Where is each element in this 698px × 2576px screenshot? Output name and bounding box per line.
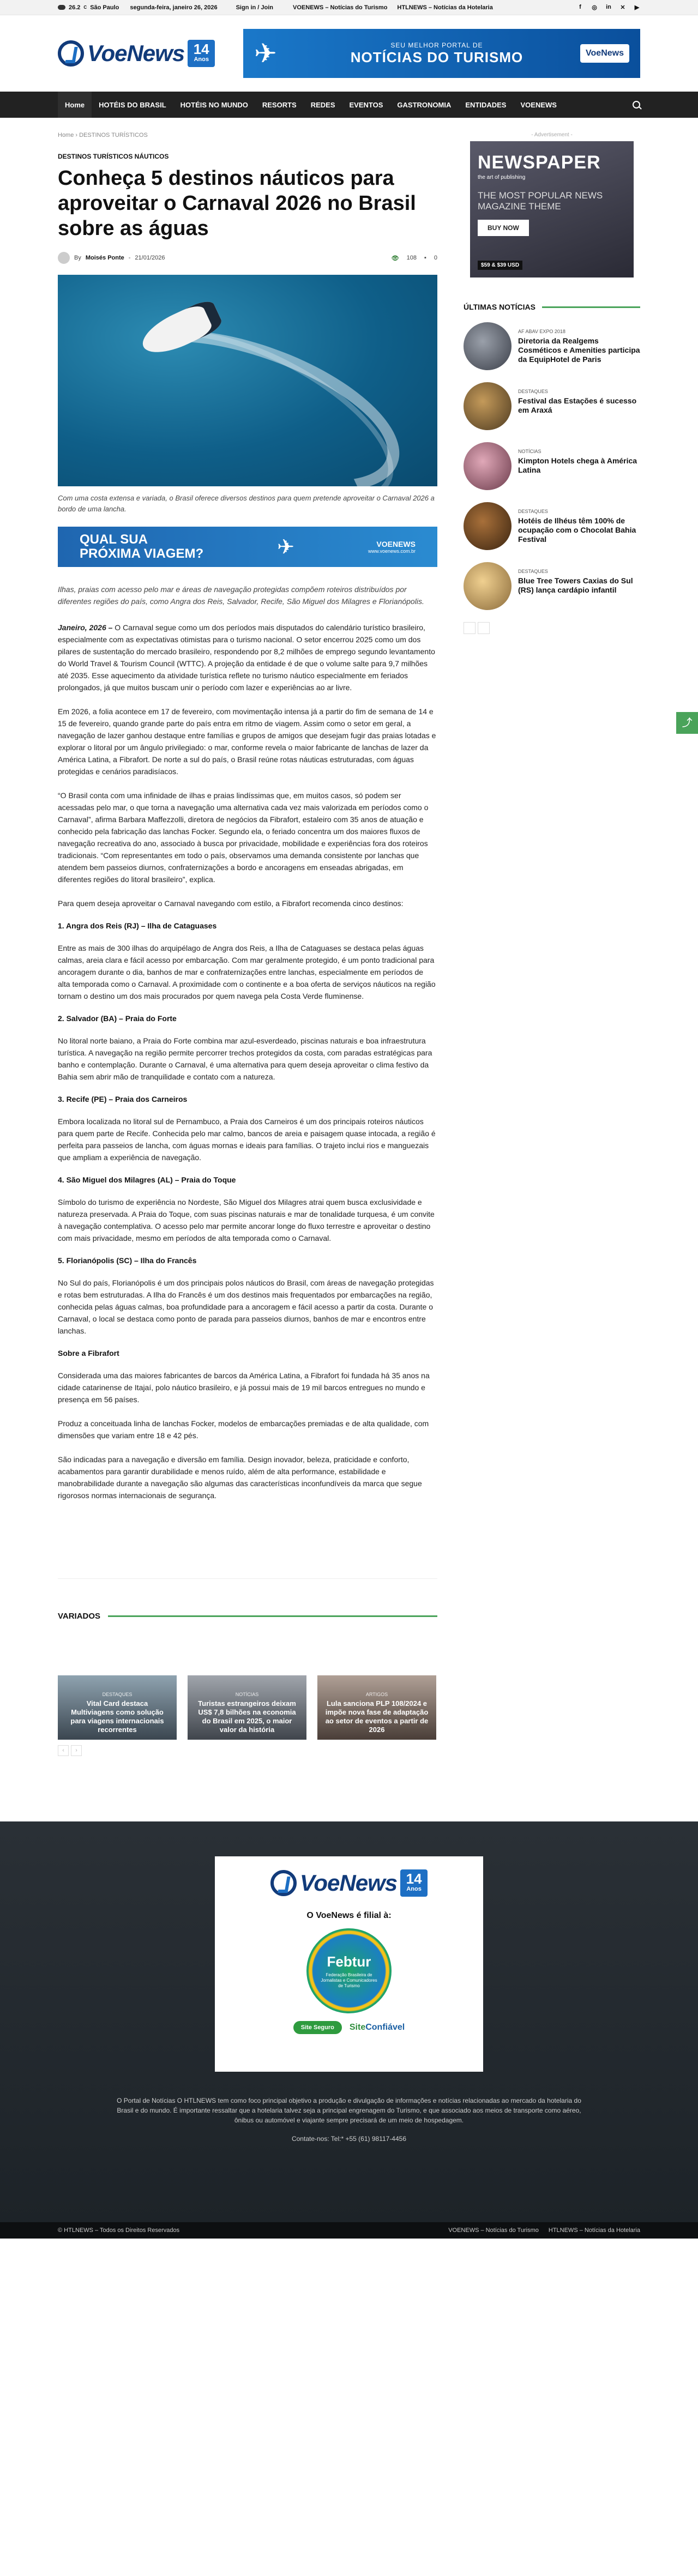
destination-5-text: No Sul do país, Florianópolis é um dos principais polos náuticos do Brasil, com áreas de navegação protegidas e rotas bem estruturadas. A Ilha do Francês é um dos destinos mais frequentados por embarcações na região, conhecida pelas águas calmas, boa profundidade para a ancoragem e fácil acesso a partir da costa. Durante o Carnaval, o local se destaca como ponto de parada para passeios diurnos, banhos de mar e encontros entre lanchas.	[58, 1278, 434, 1335]
article-meta	[58, 252, 437, 264]
inline-ad-line-2: PRÓXIMA VIAGEM?	[80, 546, 204, 561]
airplane-icon: ✈	[277, 535, 294, 559]
paragraph-4: Para quem deseja aproveitar o Carnaval navegando com estilo, a Fibrafort recomenda cinco destinos:	[58, 899, 404, 908]
logo-badge	[188, 40, 215, 67]
destination-4-heading: 4. São Miguel dos Milagres (AL) – Praia do Toque	[58, 1175, 236, 1184]
destination-2-text: No litoral norte baiano, a Praia do Forte combina mar azul-esverdeado, piscinas naturais e boa infraestrutura turística. A navegação na região permite percorrer trechos protegidos da costa, com paradas estratégicas para banho e contemplação. Durante o Carnaval, é uma alternativa para quem deseja aproveitar o clima festivo da Bahia sem abrir mão de tranquilidade e contato com a natureza.	[58, 1036, 432, 1081]
footer-logo-word: VoeNews	[299, 1870, 398, 1896]
signin-link[interactable]: Sign in / Join	[236, 4, 274, 11]
news-title[interactable]: Kimpton Hotels chega à América Latina	[518, 456, 637, 474]
top-links	[293, 4, 493, 11]
current-date: segunda-feira, janeiro 26, 2026	[130, 4, 218, 11]
news-thumbnail[interactable]	[464, 442, 512, 490]
related-card-category: DESTAQUES	[102, 1692, 133, 1697]
news-thumbnail[interactable]	[464, 382, 512, 430]
news-text	[518, 562, 640, 610]
article-date: 21/01/2026	[135, 255, 165, 261]
affiliate-text: O VoeNews é filial à:	[306, 1911, 392, 1920]
share-icon[interactable]: ⤴	[676, 712, 698, 734]
related-card[interactable]	[58, 1675, 177, 1740]
nav-item-gastronomia[interactable]: GASTRONOMIA	[397, 100, 452, 109]
sidebar-ad[interactable]	[470, 141, 634, 277]
inline-ad-brand-url: www.voenews.com.br	[368, 548, 416, 554]
related-card-title: Turistas estrangeiros deixam US$ 7,8 bilhões na economia do Brasil em 2025, o maior valor da história	[198, 1699, 296, 1734]
social-links	[577, 4, 640, 11]
article-body	[58, 622, 437, 1501]
article-main	[58, 132, 437, 1789]
paragraph-2: Em 2026, a folia acontece em 17 de fevereiro, com movimentação intensa já a partir do fim de semana de 14 e 15 de fevereiro, quando grande parte do país entra em ritmo de viagem. Assim como o setor em geral, a navegação de lazer ganhou destaque entre famílias e grupos de amigos que desejam fugir das praias lotadas e explorar o litoral por um ângulo privilegiado: o mar, conforme revela o maior fabricante de lanchas de lazer da América Latina, a Fibrafort. De norte a sul do país, o Brasil reúne rotas náuticas estruturadas, com águas protegidas e cenários paradisíacos.	[58, 707, 436, 776]
author-avatar	[58, 252, 70, 264]
logo-mark-icon	[270, 1870, 297, 1896]
article-dash: -	[128, 255, 131, 261]
news-text	[518, 382, 640, 430]
linkedin-icon[interactable]: in	[606, 4, 611, 10]
news-text	[518, 442, 640, 490]
content-container	[58, 118, 640, 1789]
article-title: Conheça 5 destinos náuticos para aproveitar o Carnaval 2026 no Brasil sobre as águas	[58, 167, 416, 240]
x-icon[interactable]: ✕	[620, 4, 625, 11]
destination-1-heading: 1. Angra dos Reis (RJ) – Ilha de Cataguases	[58, 921, 217, 930]
about-text-1: Considerada uma das maiores fabricantes de barcos da América Latina, a Fibrafort foi fundada há 35 anos na cidade catarinense de Itajaí, polo náutico brasileiro, e já possui mais de 19 mil barcos entregues no mundo e presença em 56 países.	[58, 1371, 430, 1404]
nav-item-voenews[interactable]: VOENEWS	[520, 100, 557, 109]
sidebar	[464, 132, 640, 1789]
inline-ad-brand	[368, 540, 416, 554]
cloud-icon	[58, 5, 65, 10]
sidebar-ad-title: NEWSPAPER	[478, 152, 601, 173]
footer-logo[interactable]	[215, 1869, 483, 1897]
hero-image	[58, 275, 437, 486]
list-item[interactable]	[464, 382, 640, 430]
inline-ad-question	[80, 533, 203, 561]
view-count: 108	[406, 255, 417, 261]
chevron-right-icon[interactable]	[478, 622, 490, 634]
news-text	[518, 502, 640, 550]
top-link-htlnews[interactable]: HTLNEWS – Notícias da Hotelaria	[397, 4, 493, 11]
eye-icon: 👁	[391, 255, 399, 262]
related-heading-label: VARIADOS	[58, 1612, 101, 1621]
news-category[interactable]: DESTAQUES	[518, 569, 548, 574]
related-card-category: ARTIGOS	[365, 1692, 388, 1697]
related-card[interactable]	[317, 1675, 436, 1740]
related-card-title: Lula sanciona PLP 108/2024 e impõe nova fase de adaptação ao setor de eventos a partir de 2026	[325, 1699, 429, 1734]
news-title[interactable]: Festival das Estações é sucesso em Araxá	[518, 396, 637, 414]
paragraph-3: “O Brasil conta com uma infinidade de ilhas e praias lindíssimas que, em muitos casos, só podem ser acessadas pelo mar, o que torna a navegação uma alternativa cada vez mais valorizada em períodos como o Carnaval”, afirma Barbara Maffezzolli, diretora de negócios da Fibrafort, estaleiro com 35 anos de atuação e conhecido pela fabricação das lanchas Focker. Segundo ela, o feriado concentra um dos maiores fluxos de navegação recreativa do ano, associado à busca por privacidade, mobilidade e experiências fora dos roteiros tradicionais. “Com representantes em todo o país, observamos uma demanda consistente por lanchas que atendem bem passeios diurnos, confraternizações a bordo e ancoragens em enseadas abrigadas, em diferentes regiões do litoral brasileiro”, explica.	[58, 791, 429, 884]
site-header	[0, 15, 698, 92]
sidebar-ad-price: $59 & $39 USD	[478, 261, 522, 270]
logo-badge-label: Anos	[194, 56, 209, 63]
sidebar-ad-sub: the art of publishing	[478, 174, 526, 180]
febtur-logo[interactable]	[306, 1928, 392, 2013]
airplane-icon: ✈	[254, 38, 277, 69]
news-category[interactable]: DESTAQUES	[518, 389, 548, 394]
site-footer	[0, 1821, 698, 2222]
inline-ad-brand-name: VOENEWS	[376, 540, 416, 548]
related-heading-line	[108, 1615, 437, 1617]
news-category[interactable]: AF ABAV EXPO 2018	[518, 329, 565, 334]
main-nav	[0, 92, 698, 118]
header-ad-big: NOTÍCIAS DO TURISMO	[350, 49, 524, 65]
news-thumbnail[interactable]	[464, 502, 512, 550]
top-bar	[0, 0, 698, 15]
chevron-right-icon[interactable]: ›	[71, 1745, 82, 1756]
list-item[interactable]	[464, 442, 640, 490]
temperature-unit: C	[83, 5, 87, 10]
nav-item-entidades[interactable]: ENTIDADES	[465, 100, 507, 109]
trusted-site-seal-a: Site	[349, 2023, 366, 2032]
nav-item-hoteis-brasil[interactable]: HOTÉIS DO BRASIL	[99, 100, 166, 109]
febtur-name: Febtur	[327, 1953, 371, 1970]
destination-4-text: Símbolo do turismo de experiência no Nordeste, São Miguel dos Milagres atrai quem busca exclusividade e natureza preservada. A Praia do Toque, com suas piscinas naturais e mar de tonalidade turquesa, é um convite à navegação contemplativa. O acesso pelo mar permite ancorar longe do fluxo terrestre e aproveitar o destino com mais privacidade, mesmo em períodos de alta temporada como o Carnaval.	[58, 1198, 435, 1242]
facebook-icon[interactable]: f	[579, 4, 581, 10]
news-title[interactable]: Diretoria da Realgems Cosméticos e Amenities participa da EquipHotel de Paris	[518, 336, 640, 364]
destination-2-heading: 2. Salvador (BA) – Praia do Forte	[58, 1014, 177, 1023]
latest-news-label: ÚLTIMAS NOTÍCIAS	[464, 303, 535, 311]
bottom-link-htlnews[interactable]: HTLNEWS – Notícias da Hotelaria	[548, 2227, 640, 2234]
article-lead: Ilhas, praias com acesso pelo mar e áreas de navegação protegidas compõem roteiros distribuídos por diferentes regiões do país, como Angra dos Reis, Salvador, Recife, São Miguel dos Milagres e Florianópolis.	[58, 585, 424, 606]
destination-3-heading: 3. Recife (PE) – Praia dos Carneiros	[58, 1095, 188, 1103]
secure-site-seal[interactable]: Site Seguro	[293, 2021, 342, 2034]
nav-item-resorts[interactable]: RESORTS	[262, 100, 297, 109]
list-item[interactable]	[464, 562, 640, 610]
comment-count: 0	[434, 255, 437, 261]
list-item[interactable]	[464, 502, 640, 550]
nav-item-home[interactable]: Home	[58, 92, 92, 118]
youtube-icon[interactable]: ▶	[634, 4, 640, 11]
destination-5-heading: 5. Florianópolis (SC) – Ilha do Francês	[58, 1256, 197, 1265]
logo-badge-number: 14	[193, 41, 209, 57]
about-heading: Sobre a Fibrafort	[58, 1349, 119, 1358]
top-link-voenews[interactable]: VOENEWS – Notícias do Turismo	[293, 4, 388, 11]
trusted-site-seal-b: Confiável	[365, 2023, 405, 2032]
nav-item-hoteis-mundo[interactable]: HOTÉIS NO MUNDO	[180, 100, 248, 109]
latest-news-line	[542, 306, 640, 308]
destination-1-text: Entre as mais de 300 ilhas do arquipélago de Angra dos Reis, a Ilha de Cataguases se destaca pelas águas calmas, areia clara e fácil acesso por embarcação. Com mar geralmente protegido, é um ponto tradicional para ancoragem durante o dia, banhos de mar e confraternizações entre lanchas, especialmente em períodos de alta temporada como o Carnaval. A proximidade com o continente e a boa oferta de serviços náuticos na região tornam o destino um dos mais procurados por quem navega pela Costa Verde fluminense.	[58, 944, 436, 1000]
inline-ad-line-1: QUAL SUA	[80, 532, 148, 547]
news-title[interactable]: Hotéis de Ilhéus têm 100% de ocupação com o Chocolat Bahia Festival	[518, 516, 636, 544]
related-grid	[58, 1675, 437, 1740]
trust-seals	[215, 2021, 483, 2034]
news-category[interactable]: DESTAQUES	[518, 509, 548, 514]
footer-logo-badge-number: 14	[406, 1871, 422, 1887]
sidebar-ad-tagline: THE MOST POPULAR NEWS MAGAZINE THEME	[478, 190, 603, 212]
temperature: 26.2	[69, 4, 81, 11]
header-ad-brand: VoeNews	[580, 44, 629, 63]
footer-logo-badge-label: Anos	[406, 1886, 422, 1892]
boat-wake	[88, 297, 420, 486]
article-category[interactable]: DESTINOS TURÍSTICOS NÁUTICOS	[58, 153, 169, 160]
comment-icon: ▪	[424, 255, 426, 261]
header-ad-text	[293, 41, 580, 66]
article-end-divider	[58, 1513, 437, 1579]
about-text-2: Produz a conceituada linha de lanchas Focker, modelos de embarcações premiadas e de alta qualidade, com dimensões que variam entre 18 e 42 pés.	[58, 1419, 429, 1440]
bottom-links	[448, 2227, 640, 2234]
logo-mark-icon	[58, 40, 84, 67]
bottom-link-voenews[interactable]: VOENEWS – Notícias do Turismo	[448, 2227, 539, 2234]
footer-card	[215, 1856, 483, 2072]
related-card-text	[58, 1692, 177, 1734]
weather-widget	[58, 4, 119, 11]
footer-logo-badge	[400, 1869, 428, 1897]
author-name[interactable]: Moisés Ponte	[85, 255, 124, 261]
nav-item-redes[interactable]: REDES	[310, 100, 335, 109]
list-item[interactable]	[464, 322, 640, 370]
related-heading	[58, 1612, 437, 1621]
instagram-icon[interactable]: ◎	[592, 4, 597, 11]
related-pager	[58, 1745, 437, 1756]
about-text-3: São indicadas para a navegação e diversão em família. Design inovador, beleza, praticidade e conforto, acabamentos para garantir durabilidade e menos ruído, além de alta performance, estabilidade e manobrabilidade durante a navegação são algumas das características inconfundíveis da marca que segue rigorosos normas internacionais de segurança.	[58, 1455, 422, 1500]
paragraph-1	[58, 622, 437, 693]
footer-about: O Portal de Notícias O HTLNEWS tem como foco principal objetivo a produção e divulgação de informações e notícias relacionadas ao mercado da hotelaria do Brasil e do mundo. É importante ressaltar que a hotelaria talvez seja a principal engrenagem do Turismo, e que associado aos meios de transporte como aéreo, ônibus ou automóvel e viajante sempre precisará de um meio de hospedagem.	[117, 2097, 581, 2124]
trusted-site-seal[interactable]	[350, 2023, 405, 2032]
search-icon[interactable]	[633, 101, 640, 108]
related-card-text	[317, 1692, 436, 1734]
chevron-left-icon[interactable]: ‹	[58, 1745, 69, 1756]
inline-banner-ad[interactable]	[58, 527, 437, 567]
destination-3-text: Embora localizada no litoral sul de Pernambuco, a Praia dos Carneiros é um dos principais roteiros náuticos para quem parte de Recife. Conhecida pelo mar calmo, bancos de areia e paisagem quase intocada, a região é perfeita para passeios de lancha, com águas mornas e ideais para famílias. O trajeto inclui rios e manguezais que ampliam a experiência de navegação.	[58, 1117, 436, 1162]
febtur-subtitle: Federação Brasileira de Jornalistas e Comunicadores de Turismo	[321, 1972, 377, 1988]
paragraph-1-text: O Carnaval segue como um dos períodos mais disputados do calendário turístico brasileiro, especialmente com as expectativas otimistas para o turismo nacional. O setor encerrou 2025 como um dos pilares de sustentação do mercado brasileiro, respondendo por 8,2 milhões de emprego segundo levantamento do World Travel & Tourism Council (WTTC). A projeção da entidade é de que o volume salte para 9,7 milhões até 2035. Esse aquecimento da atividade turística reflete no turismo náutico especialmente em feriados prolongados, já que muitos buscam unir o período com lazer e experiências ao ar livre.	[58, 623, 435, 692]
footer-contact: Contate-nos: Tel:* +55 (61) 98117-4456	[291, 2135, 407, 2143]
header-banner-ad[interactable]	[243, 29, 640, 78]
image-caption: Com uma costa extensa e variada, o Brasil oferece diversos destinos para quem pretende aproveitar o Carnaval 2026 a bordo de uma lancha.	[58, 494, 435, 513]
paragraph-1-date: Janeiro, 2026 –	[58, 623, 113, 632]
news-thumbnail[interactable]	[464, 322, 512, 370]
news-thumbnail[interactable]	[464, 562, 512, 610]
news-text	[518, 322, 640, 370]
author-prefix: By	[74, 255, 81, 261]
site-logo[interactable]	[58, 40, 215, 67]
latest-news-heading	[464, 303, 640, 311]
logo-word: VoeNews	[87, 40, 185, 66]
breadcrumb[interactable]: Home › DESTINOS TURÍSTICOS	[58, 132, 148, 138]
city: São Paulo	[90, 4, 119, 11]
related-card[interactable]	[188, 1675, 306, 1740]
news-category[interactable]: NOTÍCIAS	[518, 449, 541, 454]
related-card-category: NOTÍCIAS	[235, 1692, 259, 1697]
related-card-text	[188, 1692, 306, 1734]
header-ad-small: SEU MELHOR PORTAL DE	[390, 41, 483, 49]
copyright: © HTLNEWS – Todos os Direitos Reservados	[58, 2227, 180, 2234]
latest-news-pager	[464, 622, 640, 634]
bottom-bar	[0, 2222, 698, 2239]
article-stats	[392, 255, 437, 262]
chevron-left-icon[interactable]	[464, 622, 476, 634]
advertisement-label: - Advertisement -	[531, 132, 573, 138]
news-title[interactable]: Blue Tree Towers Caxias do Sul (RS) lança cardápio infantil	[518, 576, 633, 594]
related-card-title: Vital Card destaca Multiviagens como solução para viagens internacionais recorrentes	[70, 1699, 164, 1734]
nav-item-eventos[interactable]: EVENTOS	[349, 100, 383, 109]
buy-now-button[interactable]: BUY NOW	[478, 220, 529, 236]
